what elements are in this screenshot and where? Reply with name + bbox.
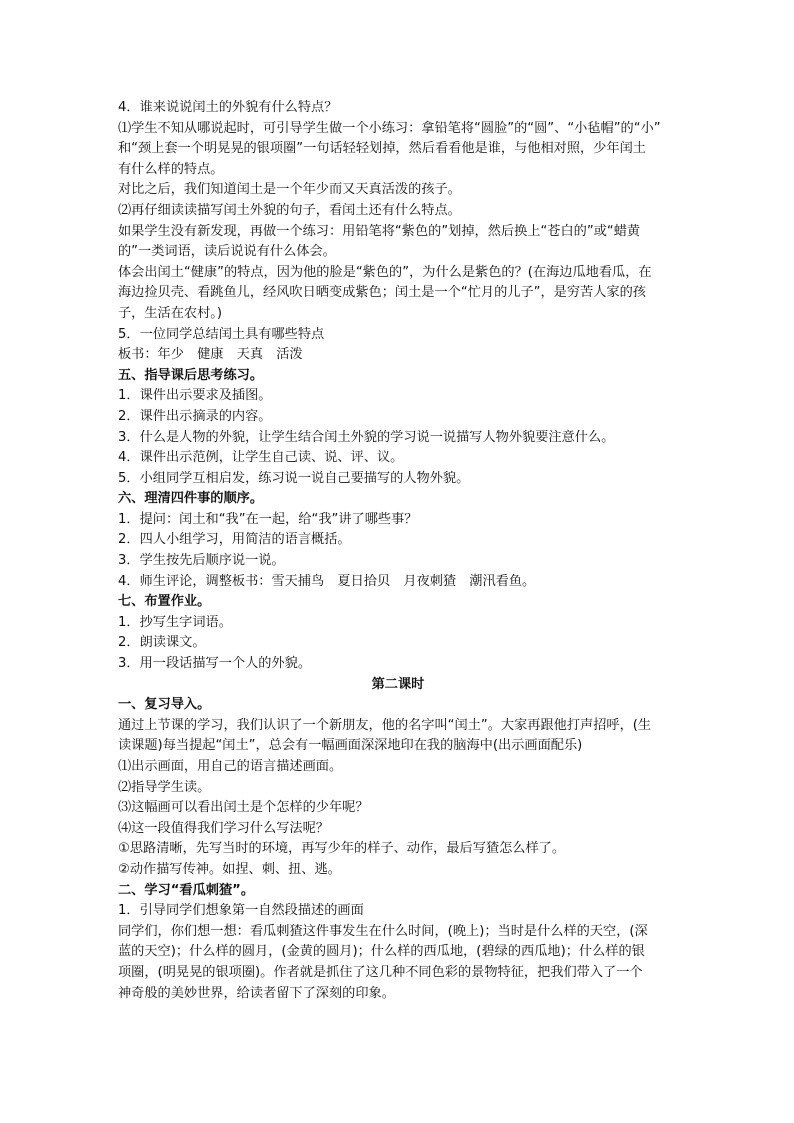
- text-line: 神奇般的美妙世界，给读者留下了深刻的印象。: [118, 985, 395, 1001]
- document-page: [118, 98, 678, 1004]
- text-line: 板书：年少 健康 天真 活泼: [118, 347, 303, 363]
- text-line: 2．朗读课文。: [118, 635, 206, 651]
- section-heading: 二、学习“看瓜刺猹”。: [118, 882, 255, 898]
- text-line: 3．什么是人物的外貌，让学生结合闰土外貌的学习说一说描写人物外貌要注意什么。: [118, 429, 615, 445]
- text-line: 1．引导同学们想象第一自然段描述的画面: [118, 903, 364, 919]
- text-line: 2．课件出示摘录的内容。: [118, 408, 272, 424]
- text-line: 1．提问：闰土和“我”在一起，给“我”讲了哪些事？: [118, 511, 418, 527]
- text-line: 5．一位同学总结闰土具有哪些特点: [118, 326, 325, 342]
- text-line: 体会出闰土“健康”的特点，因为他的脸是“紫色的”，为什么是紫色的？(在海边瓜地看瓜，在: [118, 264, 652, 280]
- section-heading: 五、指导课后思考练习。: [118, 367, 264, 383]
- lesson-title: 第二课时: [371, 676, 425, 692]
- text-line: 4．课件出示范例，让学生自己读、说、评、议。: [118, 450, 404, 466]
- text-line: 如果学生没有新发现，再做一个练习：用铅笔将“紫色的”划掉，然后换上“苍白的”或“蜡黄: [118, 223, 641, 239]
- text-line: 海边捡贝壳、看跳鱼儿，经风吹日晒变成紫色；闰土是一个“忙月的儿子”，是穷苦人家的孩: [118, 285, 646, 301]
- text-line: ⑴出示画面，用自己的语言描述画面。: [118, 759, 343, 774]
- text-line: 4．师生评论，调整板书：雪天捕鸟 夏日拾贝 月夜刺猹 潮汛看鱼。: [118, 573, 536, 589]
- text-line: 1．抄写生字词语。: [118, 614, 232, 630]
- text-line: 读课题)每当提起“闰土”，总会有一幅画面深深地印在我的脑海中(出示画面配乐): [118, 738, 583, 754]
- text-line: ②动作描写传神。如捏、刺、扭、逃。: [118, 861, 341, 877]
- text-line: 通过上节课的学习，我们认识了一个新朋友，他的名字叫“闰土”。大家再跟他打声招呼，(生: [118, 717, 652, 733]
- text-line: 的”一类词语，读后说说有什么体会。: [118, 244, 336, 260]
- text-line: 3．学生按先后顺序说一说。: [118, 553, 285, 569]
- section-heading: 六、理清四件事的顺序。: [118, 491, 264, 507]
- text-line: 有什么样的特点。: [118, 161, 224, 177]
- text-line: ⑶这幅画可以看出闰土是个怎样的少年呢？: [118, 800, 369, 816]
- text-line: 同学们，你们想一想：看瓜刺猹这件事发生在什么时间，(晚上)；当时是什么样的天空，(深: [118, 923, 648, 939]
- text-line: ⑷这一段值得我们学习什么写法呢？: [118, 820, 329, 836]
- text-line: 1．课件出示要求及插图。: [118, 388, 272, 404]
- text-line: ①思路清晰，先写当时的环境，再写少年的样子、动作，最后写猹怎么样了。: [118, 841, 566, 857]
- text-line: 5．小组同学互相启发，练习说一说自己要描写的人物外貌。: [118, 470, 470, 486]
- text-line: 4．谁来说说闰土的外貌有什么特点？: [118, 100, 338, 115]
- section-heading: 一、复习导入。: [118, 697, 211, 713]
- text-line: 对比之后，我们知道闰土是一个年少而又天真活泼的孩子。: [118, 182, 461, 198]
- text-line: 蓝的天空)；什么样的圆月，(金黄的圆月)；什么样的西瓜地，(碧绿的西瓜地)；什么样的银: [118, 944, 645, 960]
- text-line: ⑵再仔细读读描写闰土外貌的句子，看闰土还有什么特点。: [118, 202, 461, 218]
- text-line: 项圈，(明晃晃的银项圈)。作者就是抓住了这几种不同色彩的景物特征，把我们带入了一个: [118, 964, 643, 980]
- text-line: ⑵指导学生读。: [118, 779, 211, 795]
- section-heading: 七、布置作业。: [118, 594, 211, 610]
- text-line: 子，生活在农村。): [118, 305, 223, 321]
- text-line: 和“颈上套一个明晃晃的银项圈”一句话轻轻划掉，然后看看他是谁，与他相对照，少年闰土: [118, 141, 646, 157]
- text-line: 3．用一段话描写一个人的外貌。: [118, 656, 312, 672]
- text-line: ⑴学生不知从哪说起时，可引导学生做一个小练习：拿铅笔将“圆脸”的“圆”、“小毡帽”的“小”: [118, 120, 661, 136]
- text-line: 2．四人小组学习，用简洁的语言概括。: [118, 532, 351, 548]
